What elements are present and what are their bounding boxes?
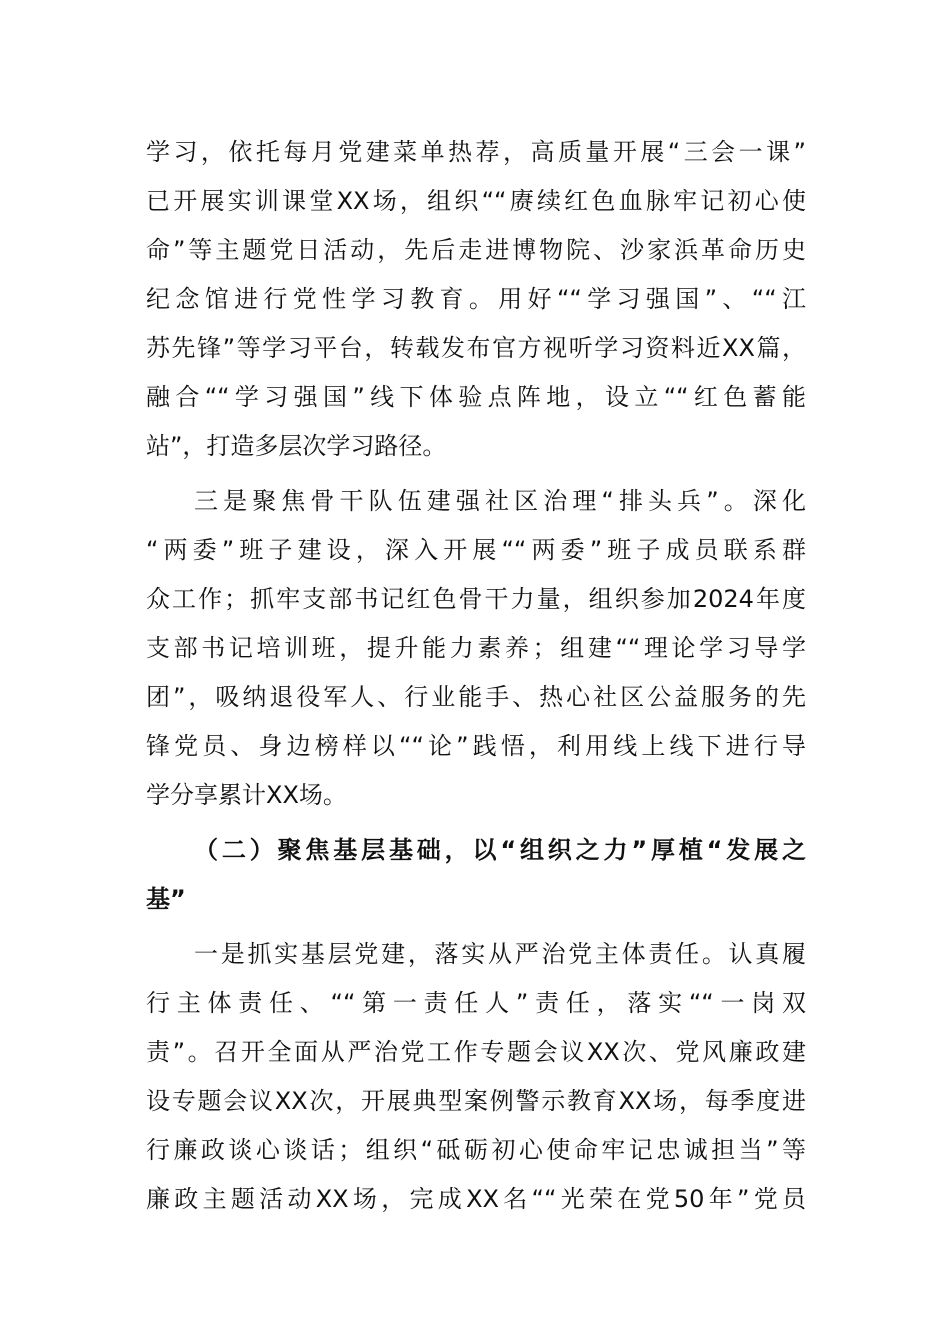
text-line: 苏先锋”等学习平台，转载发布官方视听学习资料近XX篇， [146,334,806,362]
text-line: 学分享累计XX场。 [146,781,347,809]
text-line: 廉政主题活动XX场，完成XX名““光荣在党50年”党员 [146,1185,806,1213]
section-heading: （二）聚焦基层基础，以“组织之力”厚植“发展之 [194,836,806,864]
text-line: 众工作；抓牢支部书记红色骨干力量，组织参加2024年度 [146,585,806,613]
text-line: 站”，打造多层次学习路径。 [146,432,447,460]
text-line: 设专题会议XX次，开展典型案例警示教育XX场，每季度进 [146,1087,806,1115]
text-line: 行廉政谈心谈话；组织“砥砺初心使命牢记忠诚担当”等 [146,1136,806,1164]
text-line: 团”，吸纳退役军人、行业能手、热心社区公益服务的先 [146,683,806,711]
section-heading: 基” [146,885,186,913]
text-line: 责”。召开全面从严治党工作专题会议XX次、党风廉政建 [146,1038,806,1066]
text-line: 行主体责任、““第一责任人”责任，落实““一岗双 [146,989,806,1017]
text-line: 命”等主题党日活动，先后走进博物院、沙家浜革命历史 [146,236,806,264]
text-line: 一是抓实基层党建，落实从严治党主体责任。认真履 [194,940,806,968]
text-line: “两委”班子建设，深入开展““两委”班子成员联系群 [146,536,806,564]
text-line: 已开展实训课堂XX场，组织““赓续红色血脉牢记初心使 [146,187,806,215]
text-line: 学习，依托每月党建菜单热荐，高质量开展“三会一课” [146,138,806,166]
text-line: 三是聚焦骨干队伍建强社区治理“排头兵”。深化 [194,487,806,515]
text-line: 纪念馆进行党性学习教育。用好““学习强国”、““江 [146,285,806,313]
text-line: 锋党员、身边榜样以““论”践悟，利用线上线下进行导 [146,732,806,760]
text-line: 支部书记培训班，提升能力素养；组建““理论学习导学 [146,634,806,662]
text-line: 融合““学习强国”线下体验点阵地，设立““红色蓄能 [146,383,806,411]
